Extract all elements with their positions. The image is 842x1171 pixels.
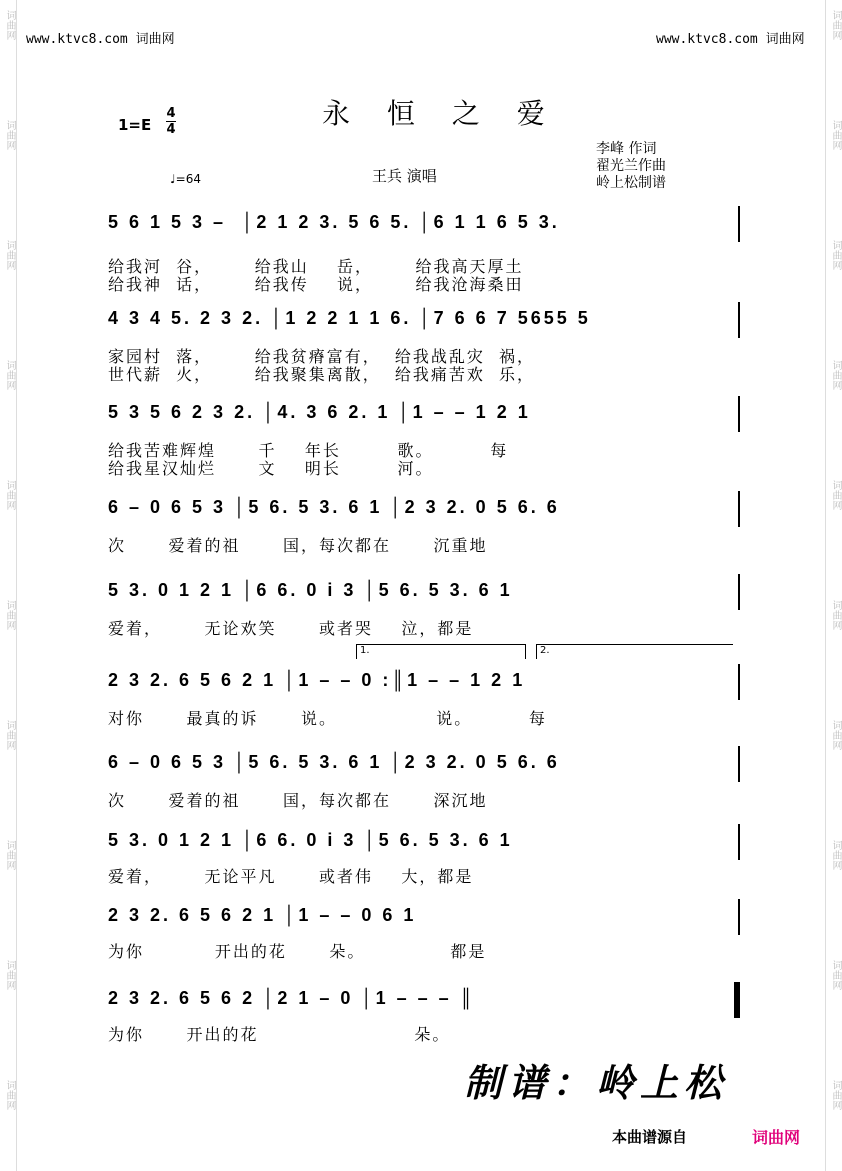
edge-watermark: 词曲网 [4,720,15,750]
site-url-left[interactable]: www.ktvc8.com 词曲网 [26,32,175,47]
site-url-right[interactable]: www.ktvc8.com 词曲网 [656,32,805,47]
arranger: 岭上松制谱 [596,175,666,191]
edge-watermark: 词曲网 [4,840,15,870]
time-bottom: 4 [166,122,176,137]
volta-second-label: 2. [540,645,550,656]
lyric-line: 对你 最真的诉 说。 说。 每 [108,709,547,728]
time-top: 4 [166,106,176,121]
row-end-barline [738,982,740,1018]
footer-brand-link[interactable]: 词曲网 [752,1128,801,1147]
edge-watermark: 词曲网 [830,1080,841,1110]
notation-row: 2 3 2. 6 5 6 2 │2 1 – 0 │1 – – – ║ [108,988,476,1008]
row-end-barline [738,824,740,860]
notation-row: 5 6 1 5 3 – │2 1 2 3. 5 6 5. │6 1 1 6 5 3. [108,212,560,232]
edge-watermark: 词曲网 [830,120,841,150]
lyric-line: 爱着， 无论平凡 或者伟 大，都是 [108,867,474,886]
volta-second [536,644,733,659]
edge-watermark: 词曲网 [830,720,841,750]
lyric-line: 给我苦难辉煌 千 年长 歌。 每 [108,441,509,460]
notation-row: 4 3 4 5. 2 3 2. │1 2 2 1 1 6. │7 6 6 7 5655 5 [108,308,591,328]
tempo-marking: ♩=64 [170,172,201,186]
edge-watermark: 词曲网 [4,480,15,510]
edge-watermark: 词曲网 [4,600,15,630]
edge-watermark: 词曲网 [830,840,841,870]
notation-row: 5 3. 0 1 2 1 │6 6. 0 i 3 │5 6. 5 3. 6 1 [108,830,513,850]
notation-row: 5 3. 0 1 2 1 │6 6. 0 i 3 │5 6. 5 3. 6 1 [108,580,513,600]
notation-row: 6 – 0 6 5 3 │5 6. 5 3. 6 1 │2 3 2. 0 5 6. 6 [108,752,560,772]
edge-watermark: 词曲网 [830,600,841,630]
row-end-barline [738,664,740,700]
notation-row: 2 3 2. 6 5 6 2 1 │1 – – 0 6 1 [108,905,417,925]
edge-watermark: 词曲网 [830,240,841,270]
notation-row: 6 – 0 6 5 3 │5 6. 5 3. 6 1 │2 3 2. 0 5 6. 6 [108,497,560,517]
lyric-line: 次 爱着的祖 国，每次都在 沉重地 [108,536,488,555]
row-end-barline [738,396,740,432]
edge-watermark: 词曲网 [830,10,841,40]
key-signature: 1=E [118,116,152,134]
edge-watermark: 词曲网 [4,1080,15,1110]
lyric-line: 为你 开出的花 朵。 都是 [108,942,487,961]
lyric-line: 为你 开出的花 朵。 [108,1025,451,1044]
lyricist: 李峰 作词 [596,141,657,157]
edge-watermark: 词曲网 [830,480,841,510]
right-edge-strip [825,0,842,1171]
lyric-line: 给我河 谷， 给我山 岳， 给我高天厚土 [108,257,524,276]
edge-watermark: 词曲网 [830,360,841,390]
song-title: 永 恒 之 爱 [322,97,559,130]
singer: 王兵 演唱 [372,167,437,185]
time-signature [166,106,176,137]
lyric-line: 给我神 话， 给我传 说， 给我沧海桑田 [108,275,524,294]
left-edge-strip [0,0,17,1171]
row-end-barline [738,746,740,782]
row-end-barline [738,574,740,610]
lyric-line: 次 爱着的祖 国，每次都在 深沉地 [108,791,488,810]
lyric-line: 给我星汉灿烂 文 明长 河。 [108,459,434,478]
row-end-barline [738,206,740,242]
row-end-barline [738,302,740,338]
edge-watermark: 词曲网 [4,10,15,40]
edge-watermark: 词曲网 [4,240,15,270]
row-end-barline [738,899,740,935]
arranger-signature: 制谱：岭上松 [464,1060,729,1105]
lyric-line: 爱着， 无论欢笑 或者哭 泣，都是 [108,619,474,638]
row-end-barline [738,491,740,527]
notation-row: 2 3 2. 6 5 6 2 1 │1 – – 0 :║1 – – 1 2 1 [108,670,526,690]
edge-watermark: 词曲网 [4,120,15,150]
footer-source-label: 本曲谱源自 [612,1128,688,1146]
notation-row: 5 3 5 6 2 3 2. │4. 3 6 2. 1 │1 – – 1 2 1 [108,402,531,422]
edge-watermark: 词曲网 [4,360,15,390]
volta-first-label: 1. [360,645,370,656]
lyric-line: 世代薪 火， 给我聚集离散， 给我痛苦欢 乐， [108,365,536,384]
volta-first [356,644,526,659]
final-barline [734,982,738,1018]
composer: 翟光兰作曲 [596,158,666,174]
edge-watermark: 词曲网 [830,960,841,990]
lyric-line: 家园村 落， 给我贫瘠富有， 给我战乱灾 祸， [108,347,536,366]
edge-watermark: 词曲网 [4,960,15,990]
